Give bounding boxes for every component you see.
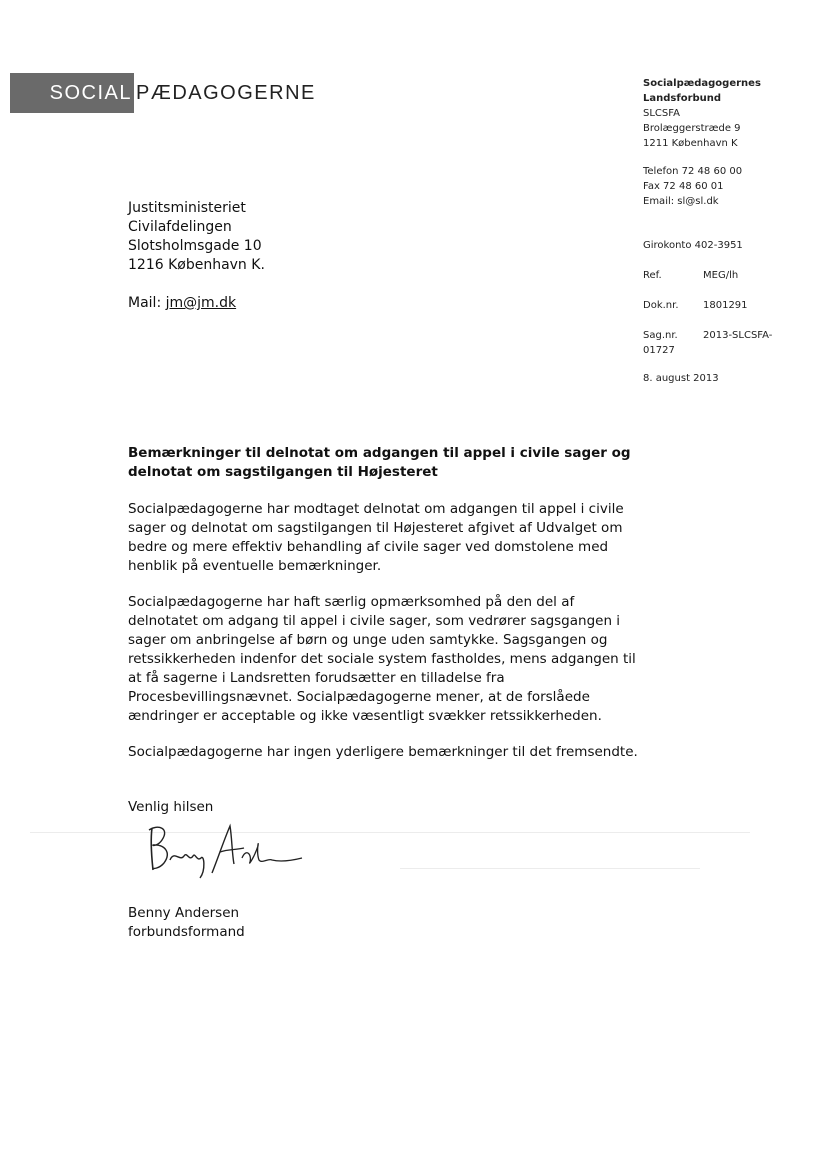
- sender-name-line2: Landsforbund: [643, 93, 722, 104]
- dok-value: 1801291: [703, 300, 748, 311]
- sag-value-cont: 01727: [643, 345, 675, 356]
- closing-greeting: Venlig hilsen: [128, 799, 214, 815]
- ref-value: MEG/lh: [703, 270, 739, 281]
- scan-artifact-line: [30, 832, 750, 833]
- sender-phone: Telefon 72 48 60 00: [643, 166, 743, 177]
- sender-street: Brolæggerstræde 9: [643, 123, 741, 134]
- sender-fax: Fax 72 48 60 01: [643, 181, 724, 192]
- sender-email: Email: sl@sl.dk: [643, 196, 719, 207]
- recipient-mail-link[interactable]: jm@jm.dk: [165, 295, 237, 311]
- ref-label: Ref.: [643, 270, 662, 281]
- recipient-line2: Civilafdelingen: [128, 219, 232, 235]
- recipient-line3: Slotsholmsgade 10: [128, 238, 262, 254]
- letter-subject: Bemærkninger til delnotat om adgangen til appel i civile sager og delnotat om sagstilgangen til Højesteret: [128, 445, 631, 480]
- case-number-block: [643, 328, 772, 358]
- sender-giro: Girokonto 402-3951: [643, 240, 743, 251]
- sag-value: 2013-SLCSFA-: [703, 330, 773, 341]
- body-paragraph-3: Socialpædagogerne har ingen yderligere bemærkninger til det fremsendte.: [128, 744, 638, 760]
- signer-title: forbundsformand: [128, 924, 245, 940]
- scan-artifact-line: [400, 868, 700, 869]
- logo-part-social: SOCIAL: [10, 73, 134, 113]
- reference-row: [643, 268, 738, 283]
- recipient-line4: 1216 København K.: [128, 257, 265, 273]
- body-paragraph-2: Socialpædagogerne har haft særlig opmærksomhed på den del af delnotatet om adgang til appel i civile sager, som vedrører sagsgangen i sager om anbringelse af børn og unge uden samtykke. Sagsgangen og retssikkerheden indenfor det sociale system fastholdes, mens adgangen til at få sagerne i Landsretten forudsætter en tilladelse fra Procesbevillingsnævnet. Socialpædagogerne mener, at de forslåede ændringer er acceptable og ikke væsentligt svækker retssikkerheden.: [128, 594, 636, 724]
- sender-contact-block: [643, 164, 742, 209]
- organization-logo: [10, 73, 316, 113]
- signer-name: Benny Andersen: [128, 905, 240, 921]
- sender-name-line1: Socialpædagogernes: [643, 78, 761, 89]
- recipient-address: [128, 199, 265, 275]
- logo-part-paedagogerne: PÆDAGOGERNE: [136, 81, 316, 104]
- letter-date: 8. august 2013: [643, 373, 719, 384]
- handwritten-signature: [140, 818, 315, 884]
- body-paragraph-1: Socialpædagogerne har modtaget delnotat om adgangen til appel i civile sager og delnotat om sagstilgangen til Højesteret afgivet af Udvalget om bedre og mere effektiv behandling af civile sager ved domstolene med henblik på eventuelle bemærkninger.: [128, 501, 624, 574]
- sender-city: 1211 København K: [643, 138, 738, 149]
- recipient-line1: Justitsministeriet: [128, 200, 246, 216]
- sag-label: Sag.nr.: [643, 330, 678, 341]
- sender-address-block: [643, 76, 761, 151]
- dok-label: Dok.nr.: [643, 300, 679, 311]
- mail-label: Mail:: [128, 295, 162, 311]
- document-number-row: [643, 298, 748, 313]
- sender-abbrev: SLCSFA: [643, 108, 680, 119]
- recipient-mail: [128, 294, 236, 313]
